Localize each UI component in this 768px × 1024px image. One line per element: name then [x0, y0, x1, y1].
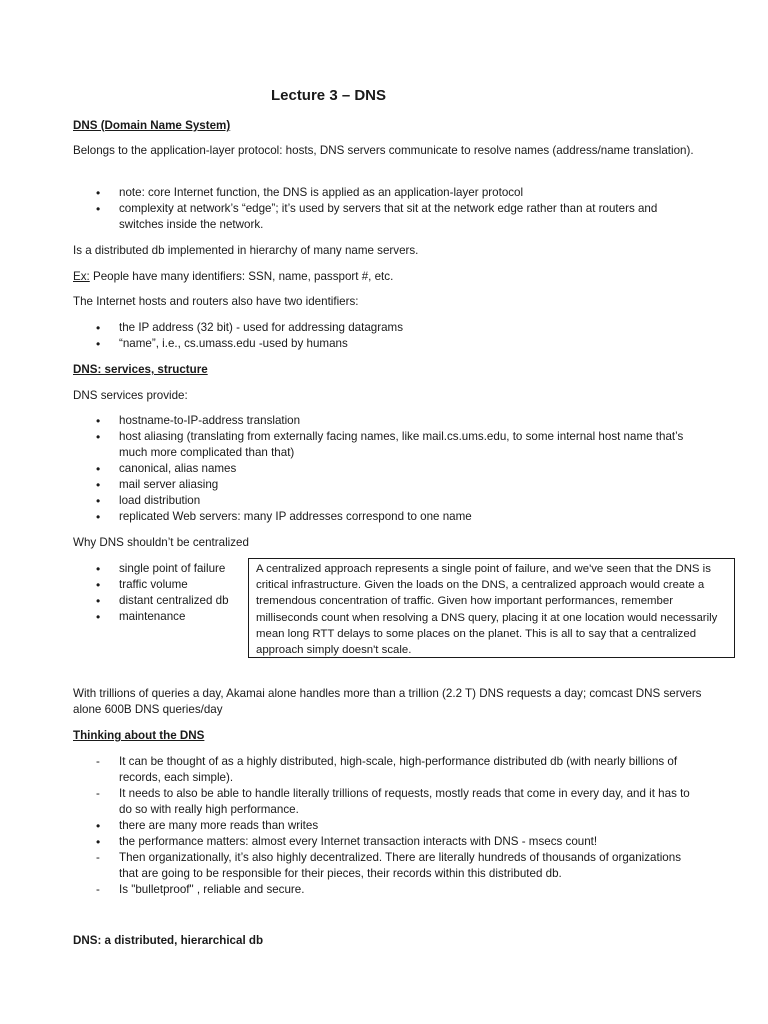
list-item: • maintenance — [73, 609, 253, 625]
list-item: • traffic volume — [73, 577, 253, 593]
bullet-icon — [96, 336, 106, 353]
bullet-icon — [96, 477, 106, 494]
bullet-icon — [96, 429, 106, 446]
list-item: • “name”, i.e., cs.umass.edu -used by humans — [73, 336, 693, 352]
list-item: • there are many more reads than writes — [73, 818, 693, 834]
section-heading-dns: DNS (Domain Name System) — [73, 119, 231, 132]
identifiers-list — [73, 320, 693, 352]
hierarchy-paragraph: Is a distributed db implemented in hierarchy of many name servers. — [73, 244, 419, 257]
list-item: • mail server aliasing — [73, 477, 693, 493]
section-heading-thinking: Thinking about the DNS — [73, 729, 205, 742]
dns-notes-list — [73, 185, 693, 233]
example-label: Ex: — [73, 270, 90, 283]
bullet-icon — [96, 834, 106, 851]
page-title: Lecture 3 – DNS — [270, 87, 387, 104]
list-item: • complexity at network’s “edge”; it’s used by servers that sit at the network edge rather than at routers and switches inside the network. — [73, 201, 693, 233]
bullet-icon — [96, 201, 106, 218]
thinking-list — [73, 754, 693, 898]
section-heading-services: DNS: services, structure — [73, 363, 208, 376]
list-item: • canonical, alias names — [73, 461, 693, 477]
services-intro: DNS services provide: — [73, 389, 188, 402]
list-item: • load distribution — [73, 493, 693, 509]
bullet-icon — [96, 577, 106, 594]
centralization-note-box: A centralized approach represents a single point of failure, and we've seen that the DNS is critical infrastructure. Given the loads on the DNS, a centralized approach would create a tremendous concentration of traffic. Given how important performances, remember milliseconds count when resolving a DNS query, placing it at one location would necessarily mean long RTT delays to some places on the planet. This is all to say that a centralized approach simply doesn't scale. — [248, 558, 735, 658]
bullet-icon — [96, 609, 106, 626]
bullet-icon — [96, 320, 106, 337]
akamai-paragraph: With trillions of queries a day, Akamai alone handles more than a trillion (2.2 T) DNS requests a day; comcast DNS servers alone 600B DNS queries/day — [73, 687, 702, 716]
list-item: • hostname-to-IP-address translation — [73, 413, 693, 429]
bullet-icon — [96, 185, 106, 202]
list-item: - Is "bulletproof" , reliable and secure. — [73, 882, 693, 898]
bullet-icon — [96, 509, 106, 526]
bullet-icon — [96, 493, 106, 510]
dash-icon — [96, 850, 106, 866]
list-item: • the performance matters: almost every Internet transaction interacts with DNS - msecs count! — [73, 834, 693, 850]
dash-icon — [96, 754, 106, 770]
list-item: - It can be thought of as a highly distributed, high-scale, high-performance distributed db (with nearly billions of records, each simple). — [73, 754, 693, 786]
example-text: People have many identifiers: SSN, name, passport #, etc. — [89, 270, 394, 283]
intro-paragraph: Belongs to the application-layer protocol: hosts, DNS servers communicate to resolve names (address/name translation). — [73, 144, 694, 157]
list-item: • distant centralized db — [73, 593, 253, 609]
list-item: - It needs to also be able to handle literally trillions of requests, mostly reads that come in every day, and it has to do so with really high performance. — [73, 786, 693, 818]
example-paragraph — [73, 269, 703, 285]
bullet-icon — [96, 818, 106, 835]
list-item: • host aliasing (translating from externally facing names, like mail.cs.ums.edu, to some internal host name that’s much more complicated than that) — [73, 429, 693, 461]
dash-icon — [96, 786, 106, 802]
centralized-reasons-list — [73, 561, 253, 625]
dash-icon — [96, 882, 106, 898]
bullet-icon — [96, 461, 106, 478]
services-list — [73, 413, 693, 525]
bullet-icon — [96, 413, 106, 430]
list-item: • replicated Web servers: many IP addresses correspond to one name — [73, 509, 693, 525]
centralized-intro: Why DNS shouldn’t be centralized — [73, 536, 249, 549]
section-heading-hierarchical: DNS: a distributed, hierarchical db — [73, 934, 264, 947]
list-item: • the IP address (32 bit) - used for addressing datagrams — [73, 320, 693, 336]
list-item: • note: core Internet function, the DNS is applied as an application-layer protocol — [73, 185, 693, 201]
list-item: - Then organizationally, it’s also highly decentralized. There are literally hundreds of thousands of organizations that are going to be responsible for their pieces, their records within this distributed db. — [73, 850, 693, 882]
list-item: • single point of failure — [73, 561, 253, 577]
bullet-icon — [96, 593, 106, 610]
bullet-icon — [96, 561, 106, 578]
identifiers-paragraph: The Internet hosts and routers also have two identifiers: — [73, 295, 359, 308]
